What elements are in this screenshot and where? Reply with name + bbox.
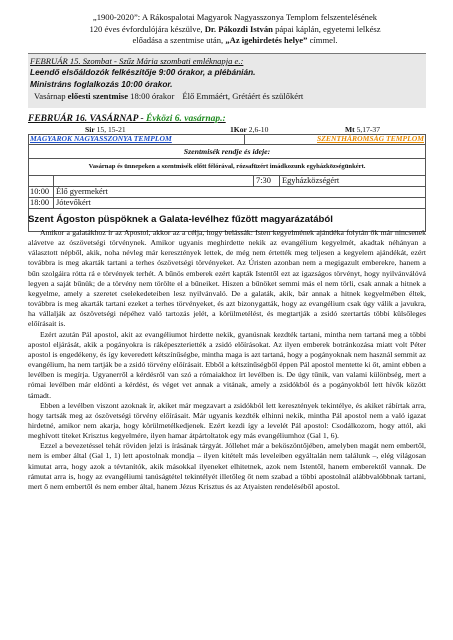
schedule-row [28, 198, 426, 209]
mass-time: 18:00 [30, 198, 50, 207]
intro-text: előadása a szentmise után, [132, 35, 226, 45]
reading-1 [85, 125, 126, 134]
sunday-title [28, 114, 226, 124]
intro-line-1: „1900-2020”: A Rákospalotai Magyarok Nagyasszonya Templom felszentelésének [92, 12, 378, 22]
article-paragraph: Ezzel a bevezetéssel tehát röviden jelzi is írásának tárgyát. Jóllehet már a beköszöntőjében, amelyben magát nem embertől, nem is ember által (Gal 1, 1) lett apostolnak mondja – ilyen kitételt más leveleiben egyáltalán nem találunk –, elég világosan kimutat arra, hogy azok a tévtanítók, akik másokkal ilyeneket elhitetnek, azok nem Istentől, hanem emberektől vannak. De rámutat arra is, hogy az evangéliumi tanúságtétel tekintélyét illetőleg őt nem szabad a többi apostolnál alábbvalóbbnak tartani, mert ő nem embertől és nem ember által, hanem Jézus Krisztus és az Atyaisten rendeléséből apostol. [28, 441, 426, 491]
intro-text: 120 éves évfordulójára készülve, [89, 23, 205, 34]
article-body [28, 228, 426, 492]
vigil-mass-label: előesti szentmise [67, 91, 129, 101]
article-paragraph: Ezért azután Pál apostol, akit az evangéliumot hirdette nekik, gyanúsnak kezdték tartani, mintha nem tartaná meg a többi apostol eljárását, akik a pogányokra is ráképeszteriették a zsidó előírásokat. Az ilyen emberek botránkozása miatt volt Péter apostol is engedékeny, és így keveredett kétszínűségbe, mintha maga is azt tartaná, hogy a pogányoknak nem használ semmit az evangélium, ha nem tartják be a zsidó törvény előírásait. Ebből a kétszínűségből éppen Pál apostol mentette ki őt, amint ebben a levélben is megírja. Ugyanerről a kérdésről van szó a rómaiakhoz írt levélben is. De úgy tűnik, van valami különbség, mert a római levélben már eldönti a kérdést, és véget vet annak a vitának, amely a zsidókból és a pogányokból lett hívők között támadt. [28, 329, 426, 400]
col-divider [53, 187, 54, 197]
altar-server-meeting: Ministráns foglalkozás 10:00 órakor. [30, 79, 173, 89]
col-divider [53, 198, 54, 208]
intro-line-2 [40, 24, 430, 36]
schedule-header [28, 134, 426, 145]
mass-time: 10:00 [30, 187, 50, 196]
saturday-title: FEBRUÁR 15. Szombat - Szűz Mária szombati emléknapja e.: [30, 56, 244, 66]
schedule-row [28, 176, 426, 187]
article-paragraph: Ebben a levélben viszont azoknak ír, akiket már megzavart a zsidókból lett keresztények tekintélye, és akiket rábírtak arra, hogy tartsák meg az ószövetségi törvény előírásait. Már ugyanis kezdték elhinni nekik, mintha Pál apostol nem a való igazat hirdetné, amikor nem akarja, hogy körülmetélkedjenek. Ezért kezdi így a levelét Pál apostol: Csodálkozom, hogy attól, aki meghívott titeket Krisztus kegyelmére, ilyen hamar átpártoltatok egy más evangéliumhoz (Gal 1, 6). [28, 400, 426, 441]
col-divider [279, 176, 280, 186]
mass-intention: Élő gyermekért [56, 187, 108, 196]
article-title: Szent Ágoston püspöknek a Galata-levélhez fűzött magyarázatából [28, 214, 333, 225]
intro-text: pápai káplán, egyetemi lelkész [272, 23, 381, 34]
header-divider [244, 134, 245, 144]
reading-3 [345, 125, 380, 134]
church-1-name: MAGYAROK NAGYASSZONYA TEMPLOM [30, 134, 172, 143]
first-communion-prep: Leendő elsőáldozók felkészítője 9:00 órakor, a plébánián. [30, 67, 256, 77]
mass-intention: Jótevőkért [56, 198, 91, 207]
sunday-date: FEBRUÁR 16. VASÁRNAP - [28, 114, 146, 124]
intro-text: címmel. [307, 35, 338, 45]
mass-time: 7:30 [256, 176, 271, 185]
saturday-section [28, 53, 426, 108]
vigil-mass-line [34, 91, 303, 102]
vigil-time: 18:00 órakor [128, 91, 175, 101]
intro-announcement [40, 12, 430, 47]
reading-ref: 15, 15-21 [94, 125, 126, 134]
rosary-notice: Vasárnap és ünnepeken a szentmisék előtt félórával, rózsafüzért imádkozunk egyházközségünkért. [28, 159, 426, 176]
liturgical-day: Évközi 6. vasárnap.: [146, 114, 226, 124]
church-2-name: SZENTHÁROMSÁG TEMPLOM [317, 134, 424, 143]
vigil-text: Vasárnap [34, 91, 68, 101]
vigil-intention: Élő Emmáért, Grétáért és szülőkért [182, 91, 304, 101]
intro-line-3 [40, 35, 430, 47]
reading-ref: 5,17-37 [354, 125, 381, 134]
col-divider [53, 176, 54, 186]
speaker-name: Dr. Pákozdi István [204, 23, 273, 34]
reading-ref: 2,6-10 [246, 125, 269, 134]
reading-book: 1Kor [230, 125, 247, 134]
reading-book: Sir [85, 125, 95, 134]
mass-intention: Egyházközségért [282, 176, 340, 185]
col-divider [253, 176, 254, 186]
lecture-title: „Az igehirdetés helye” [225, 35, 308, 45]
schedule-subtitle: Szentmisék rendje és ideje: [28, 145, 426, 159]
reading-2 [230, 125, 268, 134]
schedule-row [28, 187, 426, 198]
reading-book: Mt [345, 125, 355, 134]
article-paragraph: Amikor a galatákhoz ír az Apostol, akkor az a célja, hogy belássák: Isten kegyelmének ajándéka folytán ők már nincsenek alávetve az ószövetségi törvénynek. Amikor ugyanis meghirdette nekik az evangélium kegyelmét, akadtak néhányan a választott népből, akik, noha névleg már keresztények lettek, de még nem értették meg teljesen a kegyelem ajándékát, ezért továbbra is meg akarták tartani a terhes ószövetségi törvényeket. Az Úristen azonban nem a megigazult emberekre, hanem a bűn szolgáira rótta rá e törvények terhét. A bűnös emberek ezért kapták Istentől ezt az igazságos törvényt, hogy nyilvánválóvá legyen a saját bűnük; de a törvény nem törölte el a bűneiket. Hiszen a bűnöket semmi más el nem törli, csak annak a hitnek a kegyelme, amely a szeretet cselekedeteiben lesz nyilvánvaló. De a galaták, akik, bár annak a hitnek kegyelmében éltek, továbbra is meg akarták tartani ezeket a terhes törvényeket, és azt bizonygatták, hogy az evangélium csak úgy válik a javukra, ha vállalják az ószövetségi népéhez való tartozás jelét, a körülmetélést, és megtartják a zsidó szertartás többi külsőleges előírásait is. [28, 228, 426, 329]
